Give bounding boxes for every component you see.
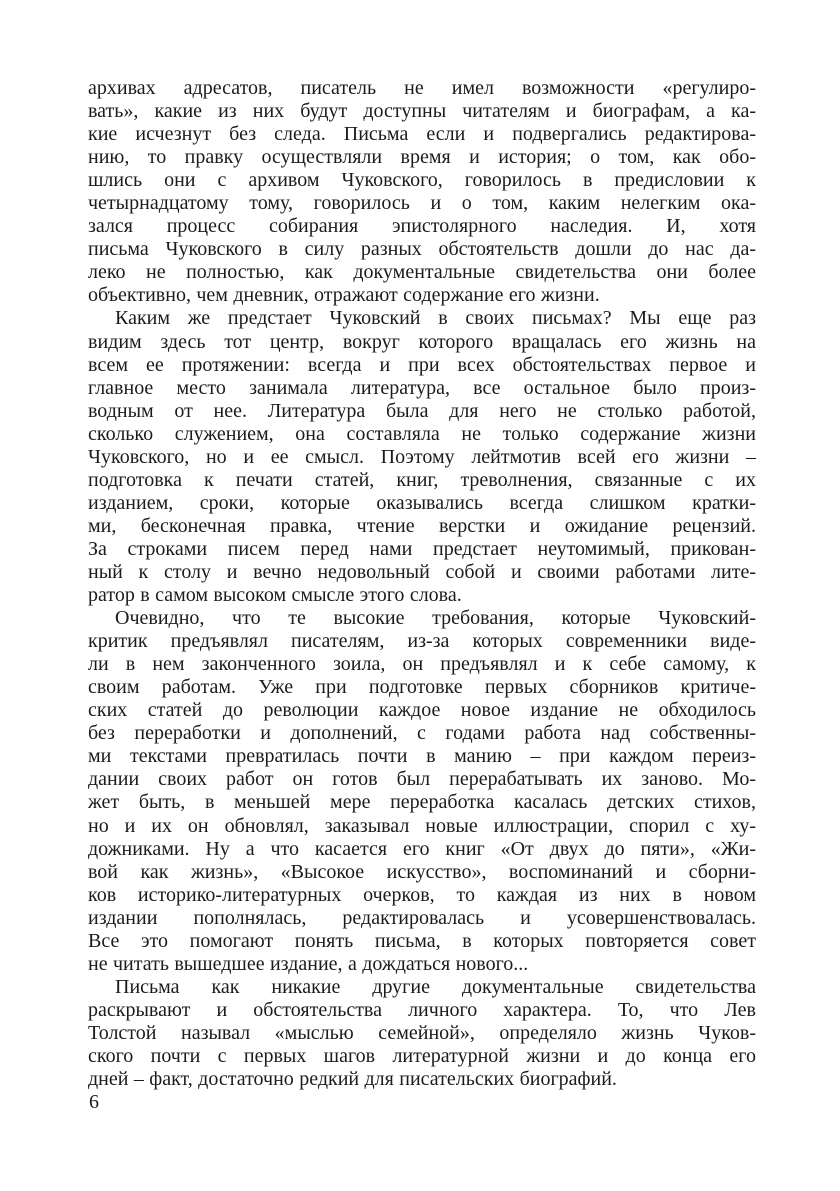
text-line: вать», какие из них будут доступны читателям и биографам, а ка- xyxy=(88,100,756,123)
text-line: изданием, сроки, которые оказывались всегда слишком кратки- xyxy=(88,491,756,514)
text-line: ми, бесконечная правка, чтение верстки и ожидание рецензий. xyxy=(88,514,756,537)
text-line: всем ее протяжении: всегда и при всех обстоятельствах первое и xyxy=(88,353,756,376)
text-line: жет быть, в меньшей мере переработка касалась детских стихов, xyxy=(88,791,756,814)
text-line: Толстой называл «мыслью семейной», определяло жизнь Чуков- xyxy=(88,1021,756,1044)
paragraph xyxy=(88,976,756,1091)
text-line: архивах адресатов, писатель не имел возможности «регулиро- xyxy=(88,77,756,99)
text-line: кие исчезнут без следа. Письма если и подвергались редактирова- xyxy=(88,123,756,146)
text-line: леко не полностью, как документальные свидетельства они более xyxy=(88,261,756,284)
text-line: своим работам. Уже при подготовке первых сборников критиче- xyxy=(88,676,756,699)
text-line: подготовка к печати статей, книг, треволнения, связанные с их xyxy=(88,468,756,491)
text-line: но и их он обновлял, заказывал новые иллюстрации, спорил с ху- xyxy=(88,814,756,837)
text-block xyxy=(88,77,756,1091)
text-line: критик предъявлял писателям, из-за которых современники виде- xyxy=(88,630,756,653)
text-line: Все это помогают понять письма, в которых повторяется совет xyxy=(88,929,756,952)
text-line: ских статей до революции каждое новое издание не обходилось xyxy=(88,699,756,722)
text-line: Чуковского, но и ее смысл. Поэтому лейтмотив всей его жизни – xyxy=(88,445,756,468)
text-line: раскрывают и обстоятельства личного характера. То, что Лев xyxy=(88,998,756,1021)
text-line: водным от нее. Литература была для него не столько работой, xyxy=(88,399,756,422)
text-line: Очевидно, что те высокие требования, которые Чуковский- xyxy=(115,607,756,630)
text-line: видим здесь тот центр, вокруг которого вращалась его жизнь на xyxy=(88,330,756,353)
text-line: За строками писем перед нами предстает неутомимый, прикован- xyxy=(88,537,756,560)
text-line: Письма как никакие другие документальные свидетельства xyxy=(115,975,756,998)
text-line: четырнадцатому тому, говорилось и о том, каким нелегким ока- xyxy=(88,192,756,215)
text-line: дожниками. Ну а что касается его книг «От двух до пяти», «Жи- xyxy=(88,837,756,860)
page-number: 6 xyxy=(89,1091,99,1113)
text-line: сколько служением, она составляла не только содержание жизни xyxy=(88,422,756,445)
text-line: Каким же предстает Чуковский в своих письмах? Мы еще раз xyxy=(115,307,756,330)
text-line: без переработки и дополнений, с годами работа над собственны- xyxy=(88,722,756,745)
text-line: дании своих работ он готов был перерабатывать их заново. Мо- xyxy=(88,768,756,791)
text-line: дней – факт, достаточно редкий для писательских биографий. xyxy=(88,1068,617,1091)
text-line: вой как жизнь», «Высокое искусство», воспоминаний и сборни- xyxy=(88,860,756,883)
text-line: ли в нем законченного зоила, он предъявлял и к себе самому, к xyxy=(88,653,756,676)
text-line: письма Чуковского в силу разных обстоятельств дошли до нас да- xyxy=(88,238,756,261)
text-line: шлись они с архивом Чуковского, говорилось в предисловии к xyxy=(88,169,756,192)
text-line: ми текстами превратилась почти в манию – при каждом переиз- xyxy=(88,745,756,768)
paragraph xyxy=(88,307,756,607)
text-line: ратор в самом высоком смысле этого слова. xyxy=(88,584,462,607)
paragraph xyxy=(88,77,756,307)
text-line: ского почти с первых шагов литературной жизни и до конца его xyxy=(88,1044,756,1067)
text-line: главное место занимала литература, все остальное было произ- xyxy=(88,376,756,399)
text-line: объективно, чем дневник, отражают содержание его жизни. xyxy=(88,284,600,307)
text-line: издании пополнялась, редактировалась и усовершенствовалась. xyxy=(88,906,756,929)
text-line: зался процесс собирания эпистолярного наследия. И, хотя xyxy=(88,215,756,238)
text-line: ный к столу и вечно недовольный собой и своими работами лите- xyxy=(88,560,756,583)
text-line: ков историко-литературных очерков, то каждая из них в новом xyxy=(88,883,756,906)
paragraph xyxy=(88,607,756,976)
text-line: нию, то правку осуществляли время и история; о том, как обо- xyxy=(88,146,756,169)
text-line: не читать вышедшее издание, а дождаться нового... xyxy=(88,952,529,975)
